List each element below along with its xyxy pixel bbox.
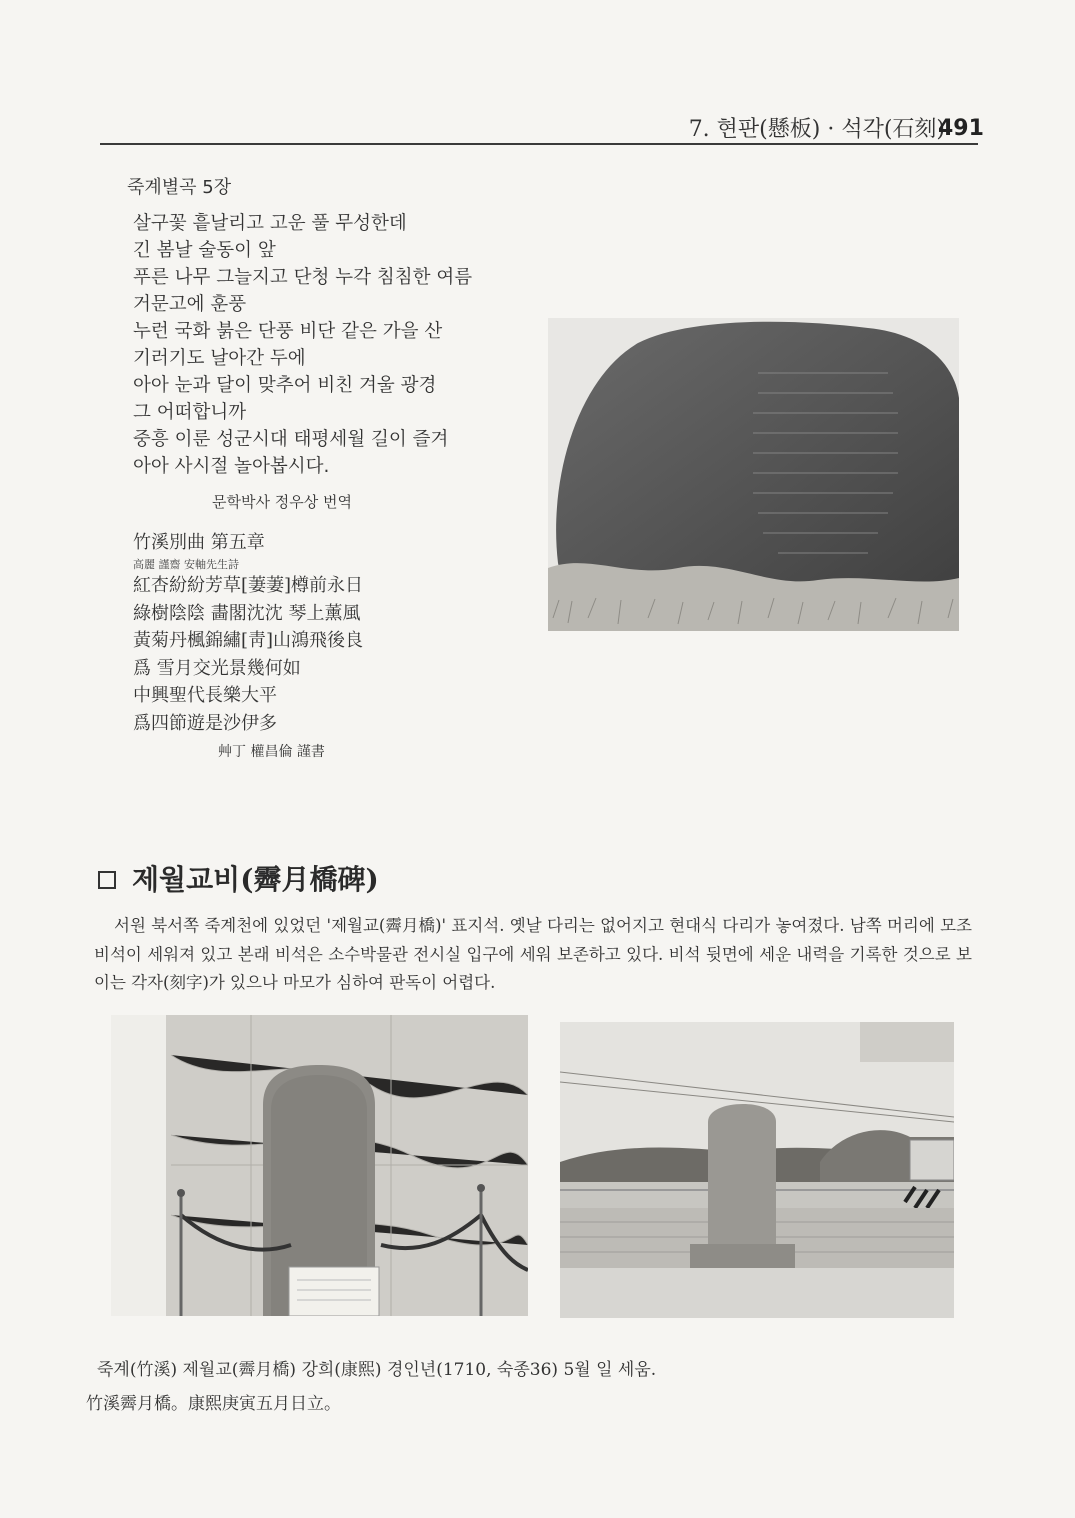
page-number: 491 <box>938 116 984 141</box>
hanja-line: 爲 雪月交光景幾何如 <box>133 657 301 679</box>
hanja-poem-title: 竹溪別曲 第五章 <box>133 532 265 553</box>
poem-hanja <box>133 572 363 737</box>
section-bullet-box <box>98 871 116 889</box>
running-header-title: 7. 현판(懸板) · 석각(石刻) <box>688 117 945 142</box>
hanja-line: 綠樹陰陰 畵閣沈沈 琴上薰風 <box>133 602 361 624</box>
hanja-line: 中興聖代長樂大平 <box>133 685 277 706</box>
hanja-poem-author: 高麗 謹齋 安軸先生詩 <box>133 558 239 571</box>
boulder-stele-photo <box>548 318 959 631</box>
bridge-stele-photo <box>560 1022 954 1318</box>
translator-credit: 문학박사 정우상 번역 <box>212 493 352 511</box>
section-title: 제월교비(霽月橋碑) <box>132 863 379 896</box>
poem-line: 누런 국화 붉은 단풍 비단 같은 가을 산 <box>133 321 443 342</box>
poem-line: 아아 눈과 달이 맞추어 비친 겨울 광경 <box>133 375 437 396</box>
poem-line: 살구꽃 흩날리고 고운 풀 무성한데 <box>133 213 407 234</box>
poem-line: 그 어떠합니까 <box>133 402 247 423</box>
poem-korean <box>133 210 533 480</box>
photo-caption-hanja: 竹溪霽月橋。康熙庚寅五月日立。 <box>86 1394 341 1414</box>
museum-stele-photo <box>111 1015 528 1316</box>
hanja-line: 紅杏紛紛芳草[萋萋]樽前永日 <box>133 575 364 596</box>
poem-line: 중흥 이룬 성군시대 태평세월 길이 즐겨 <box>133 429 449 450</box>
poem-line: 푸른 나무 그늘지고 단청 누각 침침한 여름 <box>133 267 473 288</box>
hanja-line: 爲四節遊是沙伊多 <box>133 712 277 734</box>
hanja-line: 黃菊丹楓錦繡[靑]山鴻飛後良 <box>133 630 364 651</box>
poem-line: 기러기도 날아간 두에 <box>133 348 306 369</box>
section-body: 서원 북서쪽 죽계천에 있었던 '제월교(霽月橋)' 표지석. 옛날 다리는 없어지고 현대식 다리가 놓여졌다. 남쪽 머리에 모조 비석이 세워져 있고 본래 비석은 소수박물관 전시실 입구에 세워 보존하고 있다. 비석 뒷면에 세운 내력을 기록한 것으로 보이는 각자(刻字)가 있으나 마모가 심하여 판독이 어렵다. <box>94 916 972 992</box>
poem-line: 긴 봄날 술동이 앞 <box>133 240 276 261</box>
photo-caption-korean: 죽계(竹溪) 제월교(霽月橋) 강희(康熙) 경인년(1710, 숙종36) 5월 일 세움. <box>97 1360 657 1380</box>
calligrapher-credit: 艸丁 權昌倫 謹書 <box>218 744 325 760</box>
header-rule <box>100 143 978 145</box>
poem-line: 아아 사시절 놀아봅시다. <box>133 456 330 477</box>
poem-title: 죽계별곡 5장 <box>127 177 232 198</box>
poem-line: 거문고에 훈풍 <box>133 294 247 315</box>
